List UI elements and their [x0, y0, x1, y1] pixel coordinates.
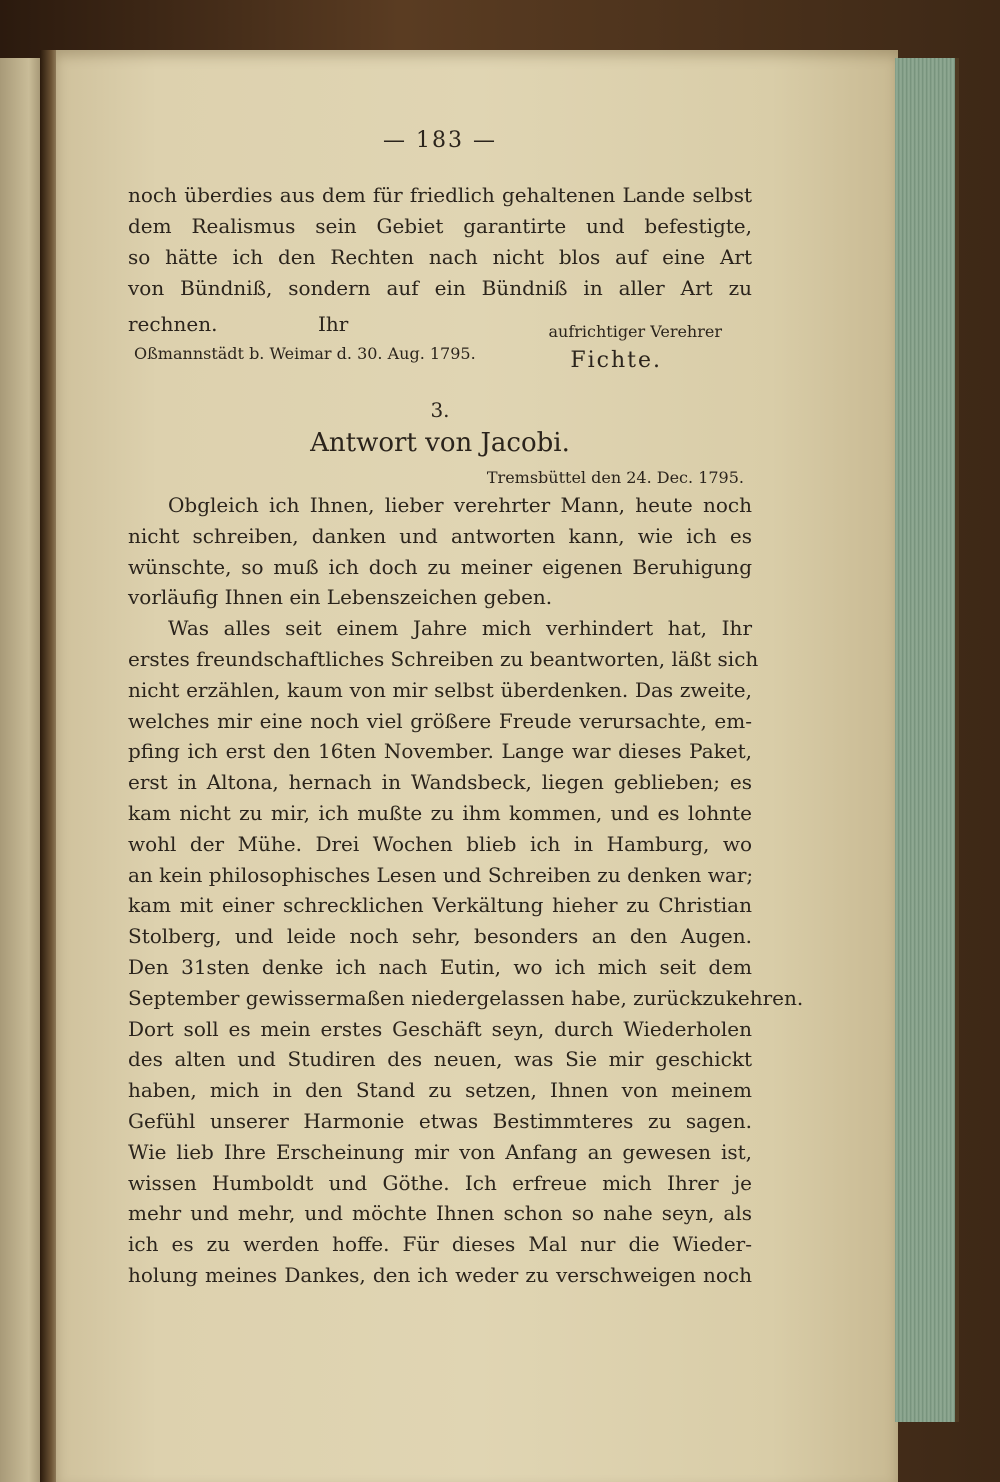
- closing-last-word: rechnen.: [128, 312, 218, 336]
- text-line: vorläufig Ihnen ein Lebenszeichen geben.: [128, 585, 553, 610]
- text-line: wünschte, so muß ich doch zu meiner eigenen Beruhigung: [128, 554, 752, 579]
- text-line: Wie lieb Ihre Erscheinung mir von Anfang an gewesen ist,: [128, 1139, 752, 1164]
- text-line: welches mir eine noch viel größere Freude verursachte, em-: [128, 708, 752, 733]
- text-line: holung meines Dankes, den ich weder zu verschweigen noch: [128, 1262, 752, 1287]
- text-line: Den 31sten denke ich nach Eutin, wo ich mich seit dem: [128, 954, 752, 979]
- letter-body: [128, 490, 804, 1291]
- text-line: pfing ich erst den 16ten November. Lange war dieses Paket,: [128, 739, 752, 764]
- text-line: wissen Humboldt und Göthe. Ich erfreue mich Ihrer je: [128, 1170, 752, 1195]
- text-line: von Bündniß, sondern auf ein Bündniß in aller Art zu: [128, 276, 752, 300]
- text-line: Was alles seit einem Jahre mich verhindert hat, Ihr: [168, 616, 752, 641]
- text-line: September gewissermaßen niedergelassen habe, zurückzukehren.: [128, 985, 804, 1010]
- text-line: Dort soll es mein erstes Geschäft seyn, durch Wiederholen: [128, 1016, 752, 1041]
- page-block-edge: [895, 58, 959, 1422]
- text-line: kam nicht zu mir, ich mußte zu ihm kommen, und es lohnte: [128, 800, 752, 825]
- section-number: 3.: [430, 398, 450, 422]
- text-line: des alten und Studiren des neuen, was Sie mir geschickt: [128, 1047, 752, 1072]
- text-line: erst in Altona, hernach in Wandsbeck, liegen geblieben; es: [128, 770, 752, 795]
- text-line: mehr und mehr, und möchte Ihnen schon so nahe seyn, als: [128, 1201, 752, 1226]
- text-line: dem Realismus sein Gebiet garantirte und befestigte,: [128, 214, 752, 238]
- text-line: Stolberg, und leide noch sehr, besonders an den Augen.: [128, 924, 752, 949]
- text-line: haben, mich in den Stand zu setzen, Ihnen von meinem: [128, 1078, 752, 1103]
- text-line: nicht schreiben, danken und antworten kann, wie ich es: [128, 523, 752, 548]
- text-line: ich es zu werden hoffe. Für dieses Mal nur die Wieder-: [128, 1232, 752, 1257]
- text-line: an kein philosophisches Lesen und Schreiben zu denken war;: [128, 862, 754, 887]
- text-line: nicht erzählen, kaum von mir selbst überdenken. Das zweite,: [128, 677, 752, 702]
- dateline: Tremsbüttel den 24. Dec. 1795.: [486, 468, 744, 487]
- text-line: wohl der Mühe. Drei Wochen blieb ich in Hamburg, wo: [128, 831, 752, 856]
- text-line: so hätte ich den Rechten nach nicht blos auf eine Art: [128, 245, 752, 269]
- text-line: erstes freundschaftliches Schreiben zu beantworten, läßt sich: [128, 646, 759, 671]
- text-line: Obgleich ich Ihnen, lieber verehrter Mann, heute noch: [168, 493, 752, 517]
- signature: Fichte.: [570, 348, 662, 373]
- closing-sincere: aufrichtiger Verehrer: [548, 322, 722, 341]
- text-line: kam mit einer schrecklichen Verkältung hieher zu Christian: [128, 893, 752, 918]
- text-line: noch überdies aus dem für friedlich gehaltenen Lande selbst: [128, 183, 752, 207]
- continuation-text: [128, 180, 752, 304]
- text-line: Gefühl unserer Harmonie etwas Bestimmteres zu sagen.: [128, 1108, 752, 1133]
- letter-closing: [128, 314, 752, 384]
- page-number: — 183 —: [383, 128, 497, 153]
- closing-place-date: Oßmannstädt b. Weimar d. 30. Aug. 1795.: [134, 344, 476, 363]
- section-title: Antwort von Jacobi.: [310, 428, 570, 458]
- closing-ihr: Ihr: [318, 312, 349, 336]
